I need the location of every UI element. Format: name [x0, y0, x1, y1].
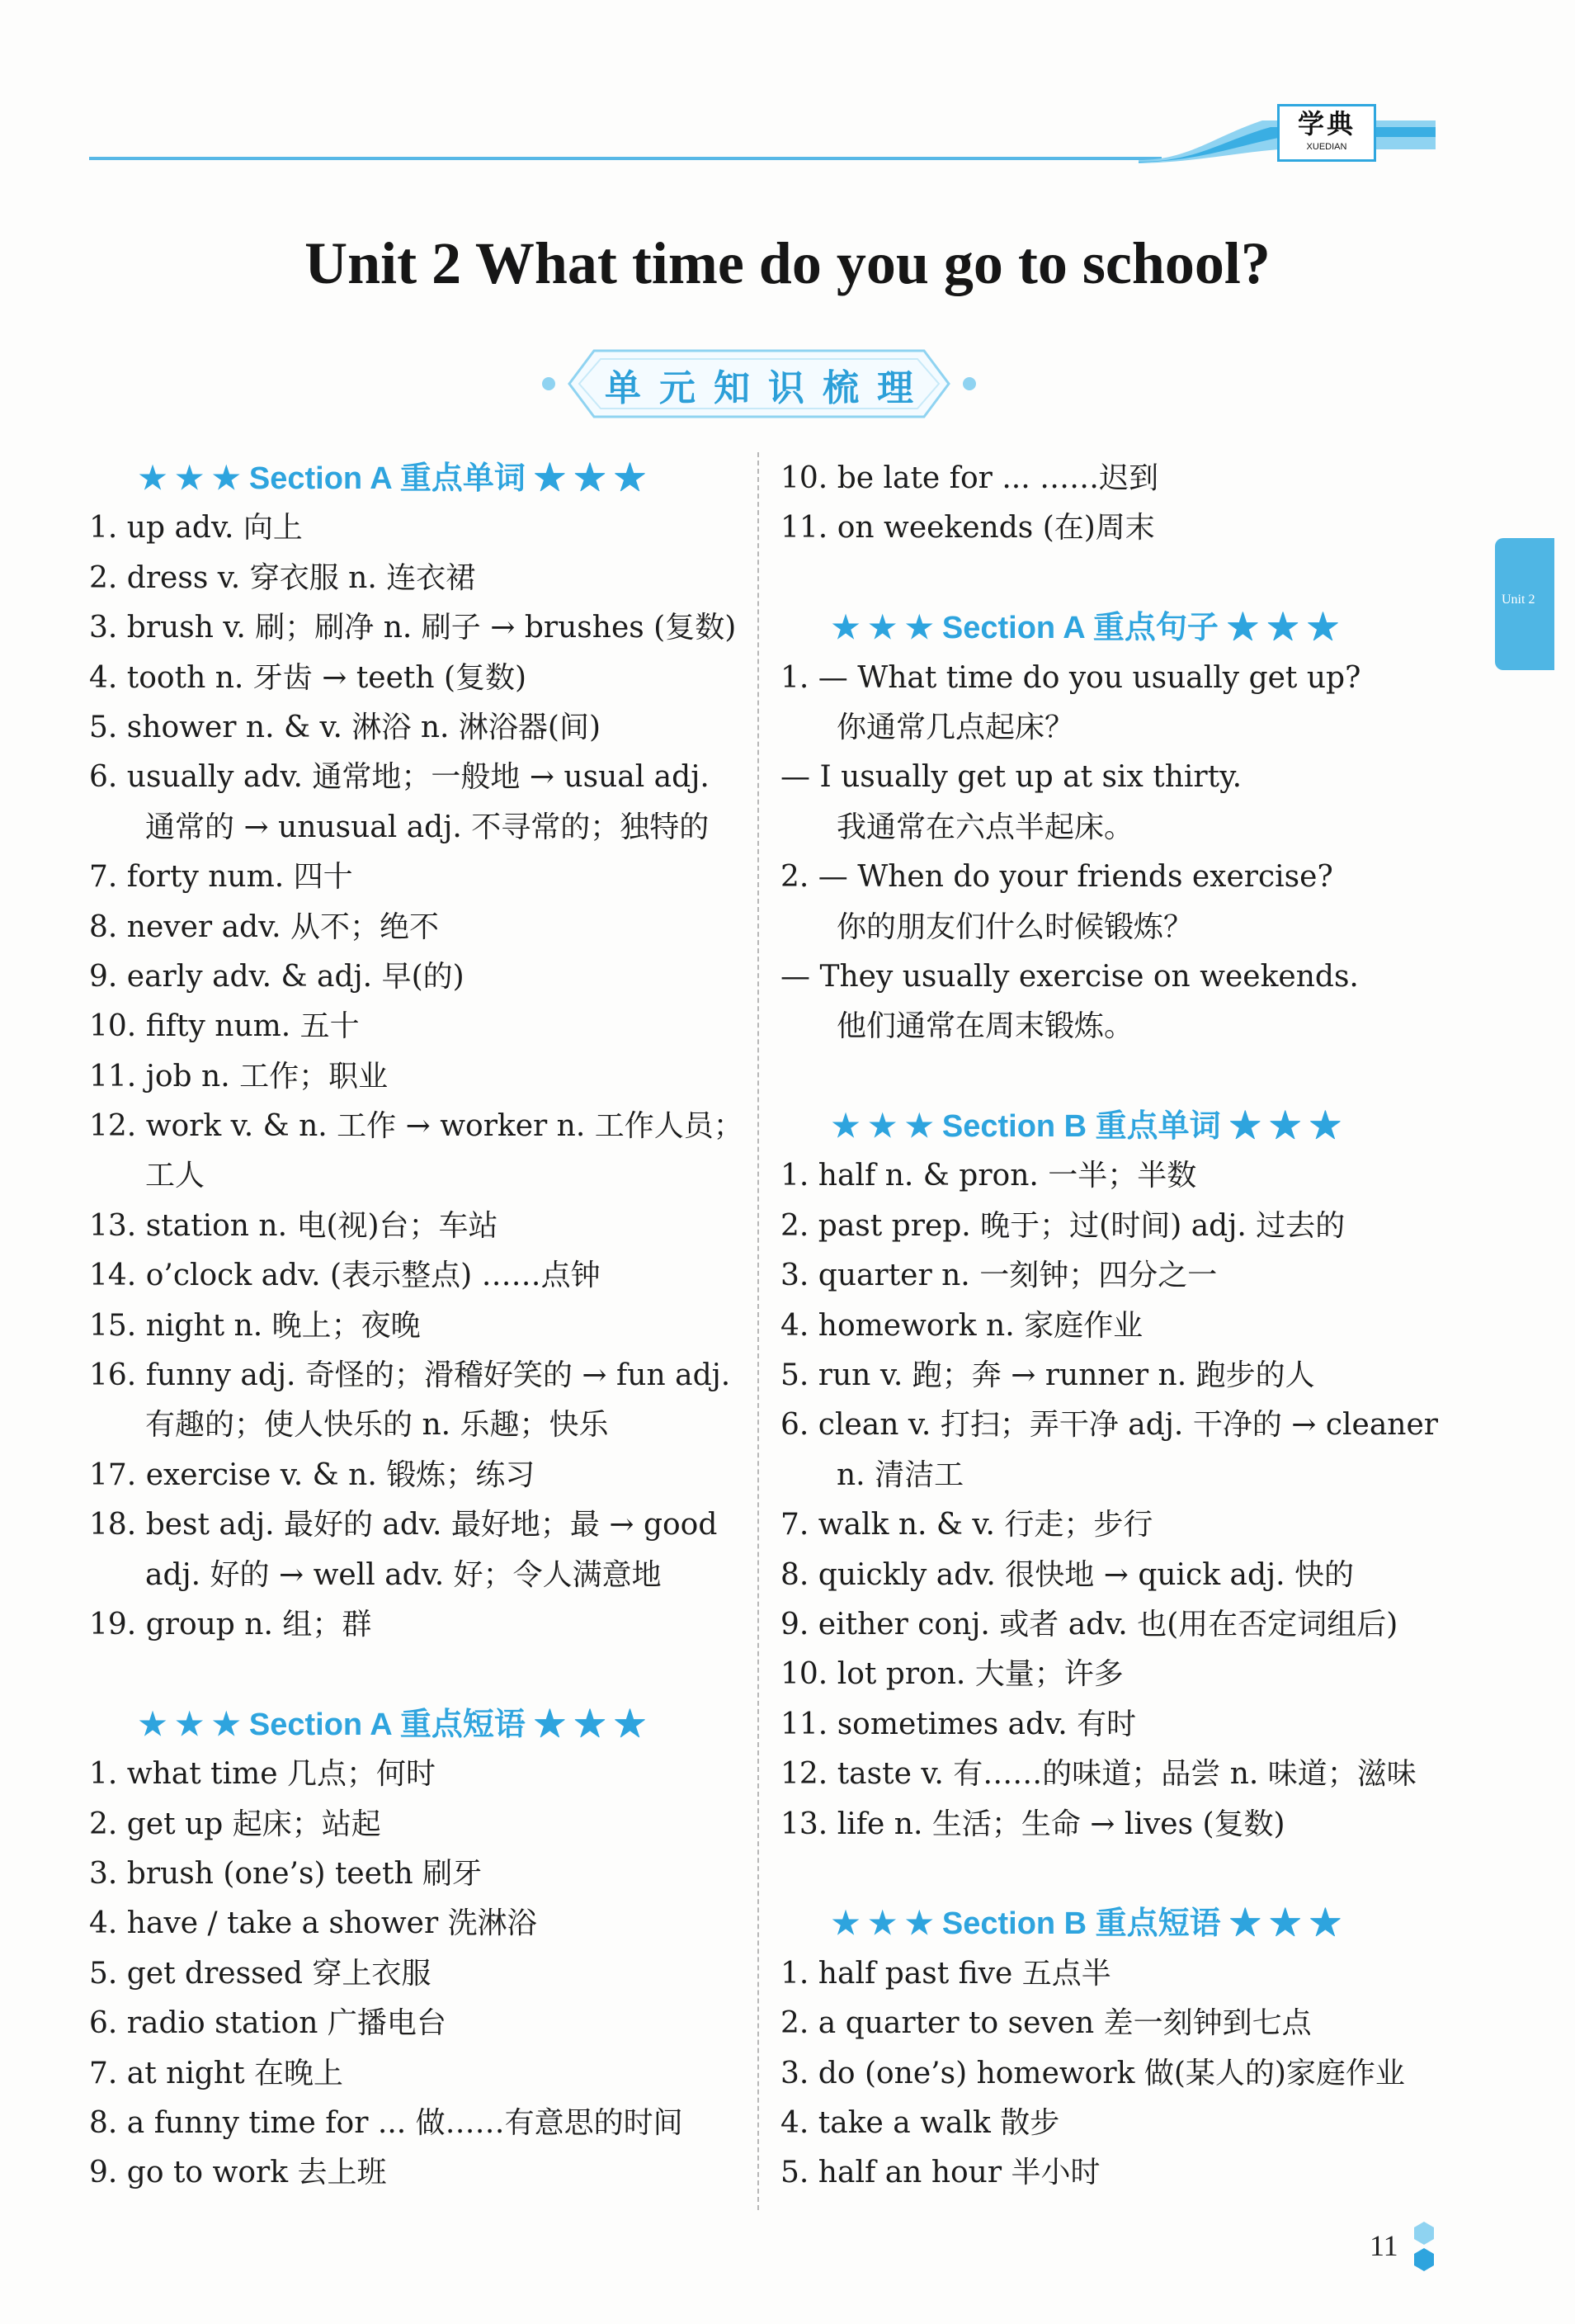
vocab-entry: 1. half past five 五点半: [780, 1956, 1111, 1991]
section-banner: [512, 330, 1007, 437]
entry-continuation: 你的朋友们什么时候锻炼？: [837, 909, 1194, 944]
vocab-entry: 1. — What time do you usually get up?: [780, 660, 1361, 695]
vocab-entry: 4. tooth n. 牙齿 → teeth (复数): [89, 660, 527, 695]
vocab-entry: 8. quickly adv. 很快地 → quick adj. 快的: [780, 1557, 1355, 1592]
vocab-entry: 13. station n. 电(视)台；车站: [89, 1208, 498, 1243]
vocab-entry: 14. o’clock adv. (表示整点) ……点钟: [89, 1259, 601, 1293]
vocab-entry: 6. usually adv. 通常地；一般地 → usual adj.: [89, 760, 710, 795]
vocab-entry: 2. get up 起床；站起: [89, 1807, 381, 1841]
vocab-entry: 12. taste v. 有……的味道；品尝 n. 味道；滋味: [780, 1757, 1417, 1792]
vocab-entry: 6. clean v. 打扫；弄干净 adj. 干净的 → cleaner: [780, 1408, 1439, 1443]
vocab-entry: 17. exercise v. & n. 锻炼；练习: [89, 1457, 535, 1492]
entry-continuation: adj. 好的 → well adv. 好；令人满意地: [145, 1557, 662, 1592]
vocab-entry: 10. be late for ... ……迟到: [780, 461, 1159, 495]
column-divider: [757, 452, 759, 2210]
vocab-entry: — They usually exercise on weekends.: [780, 959, 1359, 994]
vocab-entry: 4. take a walk 散步: [780, 2105, 1060, 2140]
entry-continuation: 你通常几点起床？: [837, 710, 1075, 744]
vocab-entry: 9. early adv. & adj. 早(的): [89, 959, 464, 994]
entry-continuation: 通常的 → unusual adj. 不寻常的；独特的: [145, 810, 710, 844]
right-column: [780, 454, 1457, 2199]
vocab-entry: 4. have / take a shower 洗淋浴: [89, 1906, 537, 1941]
vocab-entry: 15. night n. 晚上；夜晚: [89, 1308, 421, 1343]
vocab-entry: 1. half n. & pron. 一半；半数: [780, 1159, 1197, 1193]
vocab-entry: 7. at night 在晚上: [89, 2056, 344, 2090]
spacer: [780, 1052, 1457, 1102]
entry-continuation: n. 清洁工: [837, 1457, 964, 1492]
vocab-entry: 5. half an hour 半小时: [780, 2156, 1101, 2190]
vocab-entry: 11. on weekends (在)周末: [780, 511, 1155, 546]
vocab-entry: 16. funny adj. 奇怪的；滑稽好笑的 → fun adj.: [89, 1358, 731, 1393]
spacer: [89, 1650, 749, 1699]
logo-cn: 学典: [1297, 108, 1356, 139]
vocab-entry: 6. radio station 广播电台: [89, 2006, 446, 2041]
spacer: [780, 554, 1457, 603]
publisher-logo: [1277, 104, 1376, 162]
section-heading: ★ ★ ★ Section A 重点短语 ★ ★ ★: [139, 1707, 646, 1742]
section-heading: ★ ★ ★ Section B 重点单词 ★ ★ ★: [832, 1109, 1342, 1145]
vocab-entry: 2. — When do your friends exercise?: [780, 860, 1333, 895]
vocab-entry: 2. past prep. 晚于；过(时间) adj. 过去的: [780, 1208, 1346, 1243]
vocab-entry: 3. quarter n. 一刻钟；四分之一: [780, 1259, 1218, 1293]
vocab-entry: 12. work v. & n. 工作 → worker n. 工作人员；: [89, 1109, 743, 1144]
vocab-entry: 1. what time 几点；何时: [89, 1757, 436, 1792]
vocab-entry: 19. group n. 组；群: [89, 1607, 372, 1641]
vocab-entry: 5. shower n. & v. 淋浴 n. 淋浴器(间): [89, 710, 601, 744]
page-title: Unit 2 What time do you go to school?: [304, 230, 1271, 296]
section-heading: ★ ★ ★ Section A 重点单词 ★ ★ ★: [139, 461, 646, 496]
section-heading: ★ ★ ★ Section A 重点句子 ★ ★ ★: [832, 611, 1339, 646]
page-number: 11: [1370, 2229, 1398, 2262]
vocab-entry: 11. sometimes adv. 有时: [780, 1707, 1137, 1741]
vocab-entry: 5. get dressed 穿上衣服: [89, 1956, 431, 1991]
logo-en: XUEDIAN: [1306, 142, 1347, 152]
entry-continuation: 我通常在六点半起床。: [837, 810, 1134, 844]
vocab-entry: 13. life n. 生活；生命 → lives (复数): [780, 1807, 1285, 1841]
vocab-entry: 18. best adj. 最好的 adv. 最好地；最 → good: [89, 1508, 718, 1542]
section-heading: ★ ★ ★ Section B 重点短语 ★ ★ ★: [832, 1906, 1342, 1942]
vocab-entry: 4. homework n. 家庭作业: [780, 1308, 1144, 1343]
vocab-entry: 3. do (one’s) homework 做(某人的)家庭作业: [780, 2056, 1405, 2090]
vocab-entry: 9. go to work 去上班: [89, 2156, 387, 2190]
vocab-entry: 1. up adv. 向上: [89, 511, 303, 546]
entry-continuation: 有趣的；使人快乐的 n. 乐趣；快乐: [145, 1408, 609, 1443]
side-tab-label: Unit 2: [1502, 593, 1535, 607]
vocab-entry: 7. walk n. & v. 行走；步行: [780, 1508, 1153, 1542]
hexagon-decoration-icon: [1401, 2218, 1447, 2276]
vocab-entry: 8. a funny time for ... 做……有意思的时间: [89, 2105, 683, 2140]
vocab-entry: 2. dress v. 穿衣服 n. 连衣裙: [89, 560, 476, 595]
entry-continuation: 他们通常在周末锻炼。: [837, 1009, 1134, 1044]
vocab-entry: — I usually get up at six thirty.: [780, 760, 1243, 795]
vocab-entry: 3. brush v. 刷；刷净 n. 刷子 → brushes (复数): [89, 611, 737, 645]
left-column: [89, 454, 749, 2199]
vocab-entry: 2. a quarter to seven 差一刻钟到七点: [780, 2006, 1312, 2041]
vocab-entry: 10. lot pron. 大量；许多: [780, 1657, 1124, 1692]
banner-label: 单元知识梳理: [605, 367, 931, 409]
entry-continuation: 工人: [145, 1159, 205, 1193]
vocab-entry: 3. brush (one’s) teeth 刷牙: [89, 1856, 483, 1891]
vocab-entry: 11. job n. 工作；职业: [89, 1059, 389, 1094]
vocab-entry: 9. either conj. 或者 adv. 也(用在否定词组后): [780, 1607, 1398, 1641]
vocab-entry: 10. fifty num. 五十: [89, 1009, 360, 1044]
spacer: [780, 1849, 1457, 1899]
vocab-entry: 5. run v. 跑；奔 → runner n. 跑步的人: [780, 1358, 1315, 1393]
vocab-entry: 8. never adv. 从不；绝不: [89, 909, 440, 944]
vocab-entry: 7. forty num. 四十: [89, 860, 353, 895]
unit-side-tab: [1495, 538, 1554, 670]
header-rule: [89, 157, 1162, 160]
